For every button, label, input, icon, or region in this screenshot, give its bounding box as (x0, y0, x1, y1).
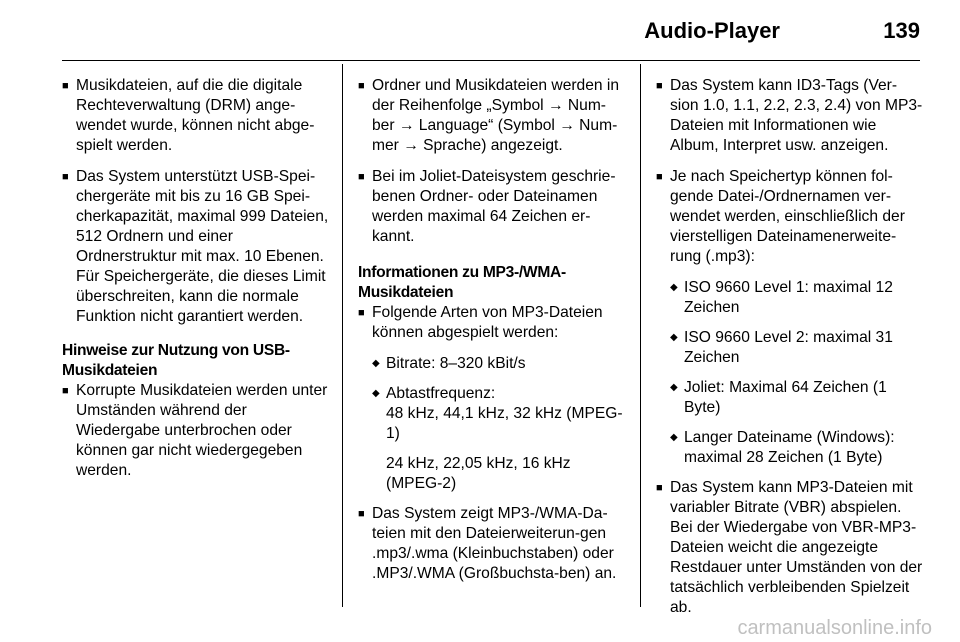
sub-sampling: ◆ Abtastfrequenz: (358, 384, 626, 404)
bullet-corrupt-files: ■ Korrupte Musikdateien werden unter Umständen während der Wiedergabe unterbrochen oder können gar nicht wiedergegeben werden. (62, 381, 330, 481)
column-2 (358, 76, 626, 595)
sampling-mpeg1: 48 kHz, 44,1 kHz, 32 kHz (MPEG-1) (386, 405, 623, 442)
bullet-usb-capacity: ■ Das System unterstützt USB-Spei-chergeräte mit bis zu 16 GB Spei-cherkapazität, maximal 999 Dateien, 512 Ordnern und einer Ordnerstruktur mit max. 10 Ebenen. Für Speichergeräte, die dieses Limit überschreiten, kann die normale Funktion nicht garantiert werden. (62, 167, 330, 327)
bullet-filenames: ■ Je nach Speichertyp können fol-gende Datei-/Ordnernamen ver-wendet werden, einschließlich der vierstelligen Dateinamenerweite-rung (.mp3): (656, 167, 924, 267)
bullet-id3: ■ Das System kann ID3-Tags (Ver-sion 1.0, 1.1, 2.2, 2.3, 2.4) von MP3-Dateien mit Informationen wie Album, Interpret usw. anzeigen. (656, 76, 924, 156)
page-number: 139 (883, 18, 920, 43)
bullet-joliet: ■ Bei im Joliet-Dateisystem geschrie-benen Ordner- oder Dateinamen werden maximal 64 Zeichen er-kannt. (358, 167, 626, 247)
sub-iso-level1: ◆ ISO 9660 Level 1: maximal 12 Zeichen (656, 278, 924, 318)
watermark: carmanualsonline.info (737, 617, 932, 639)
mp3-info-heading: Informationen zu MP3-/WMA-Musikdateien (358, 264, 566, 301)
sub-iso-level2: ◆ ISO 9660 Level 2: maximal 31 Zeichen (656, 328, 924, 368)
header-divider (62, 60, 920, 61)
sub-long-filename: ◆ Langer Dateiname (Windows): maximal 28 Zeichen (1 Byte) (656, 428, 924, 468)
bullet-extensions: ■ Das System zeigt MP3-/WMA-Da-teien mit den Dateierweiterun-gen .mp3/.wma (Kleinbuchstaben) oder .MP3/.WMA (Großbuchsta-ben) an. (358, 504, 626, 584)
bullet-drm: ■ Musikdateien, auf die die digitale Rechteverwaltung (DRM) ange-wendet wurde, können nicht abge-spielt werden. (62, 76, 330, 156)
usb-notes-heading: Hinweise zur Nutzung von USB-Musikdateien (62, 342, 290, 379)
bullet-formats: ■ Folgende Arten von MP3-Dateien können abgespielt werden: (358, 303, 626, 343)
sub-joliet: ◆ Joliet: Maximal 64 Zeichen (1 Byte) (656, 378, 924, 418)
section-title: Audio-Player (644, 18, 780, 43)
bullet-sort-order: ■ Ordner und Musikdateien werden in der Reihenfolge „Symbol → Num-ber → Language“ (Symbol → Num-mer → Sprache) angezeigt. (358, 76, 626, 156)
sub-bitrate: ◆ Bitrate: 8–320 kBit/s (358, 354, 626, 374)
bullet-vbr: ■ Das System kann MP3-Dateien mit variabler Bitrate (VBR) abspielen. Bei der Wiedergabe von VBR-MP3-Dateien weicht die angezeigte Restdauer unter Umständen von der tatsächlich verbleibenden Spielzeit ab. (656, 478, 924, 618)
column-divider-1 (342, 64, 343, 607)
column-3 (656, 76, 924, 629)
column-1 (62, 76, 330, 492)
sampling-mpeg2: 24 kHz, 22,05 kHz, 16 kHz (MPEG-2) (386, 455, 571, 492)
column-divider-2 (640, 64, 641, 607)
